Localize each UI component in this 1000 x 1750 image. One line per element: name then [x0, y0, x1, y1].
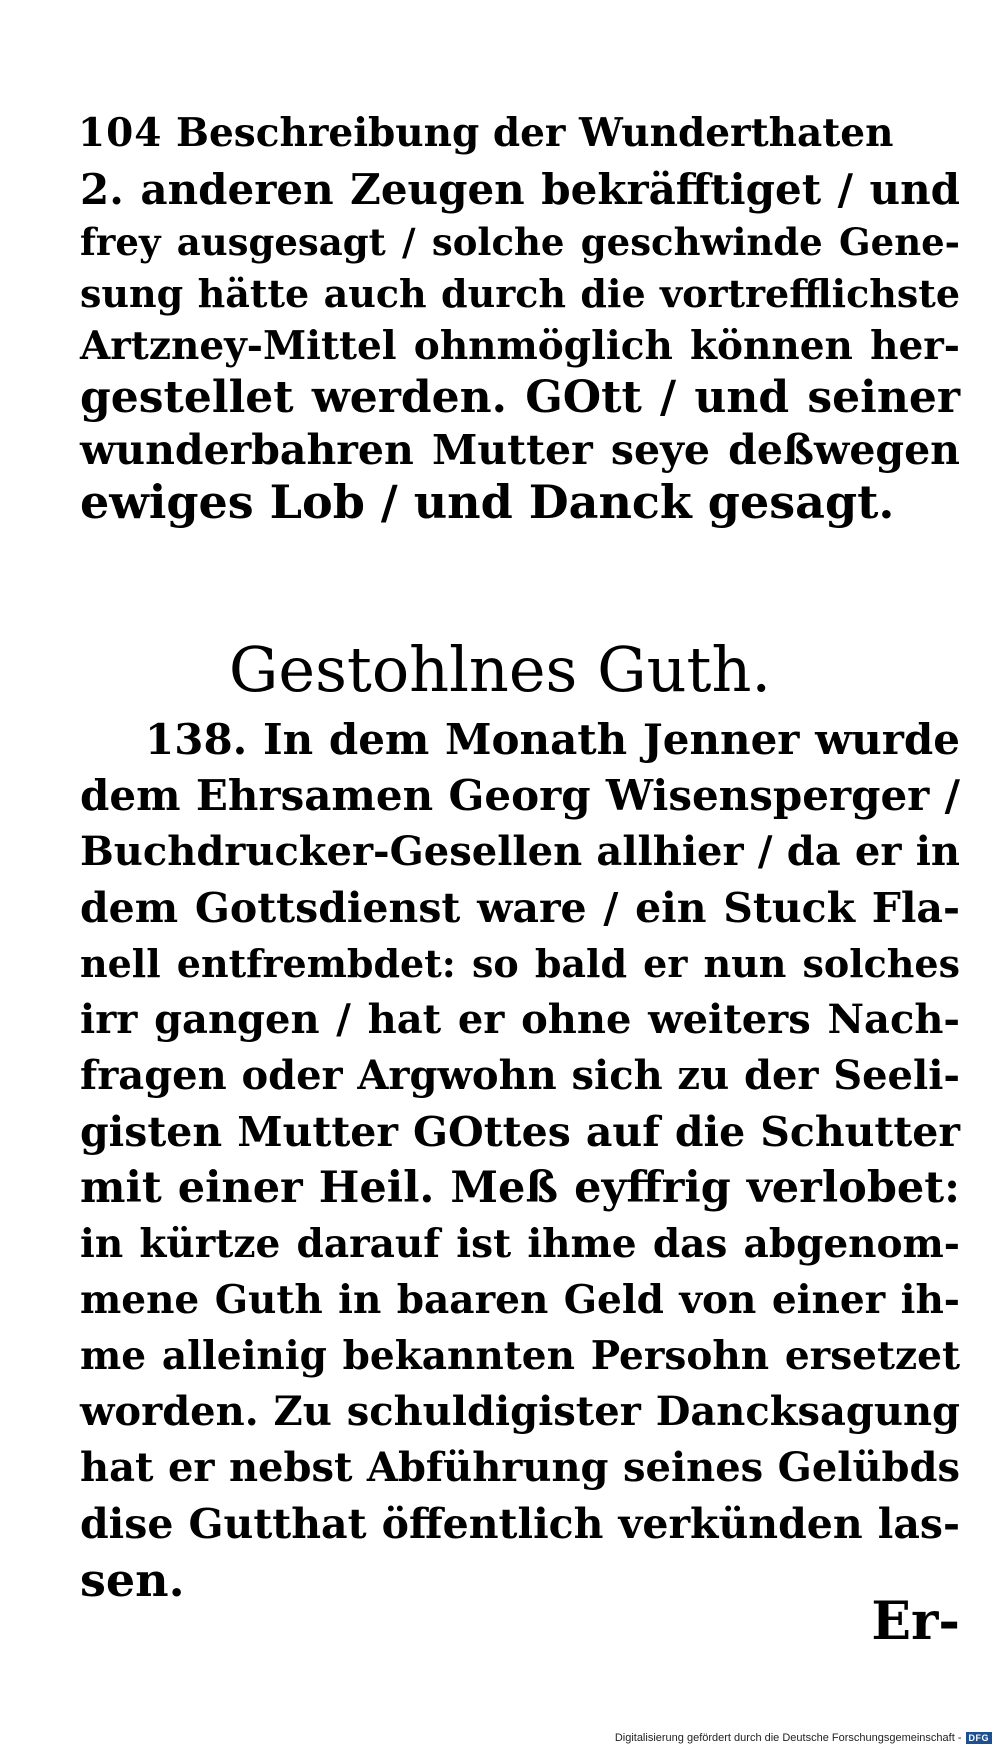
text-line: dem Ehrsamen Georg Wisensperger /: [80, 771, 960, 820]
text-line: mene Guth in baaren Geld von einer ih-: [80, 1277, 960, 1323]
text-line: 138. In dem Monath Jenner wurde: [145, 715, 960, 764]
section-heading: Gestohlnes Guth.: [228, 633, 772, 706]
text-line: irr gangen / hat er ohne weiters Nach-: [80, 996, 960, 1043]
page-number: 104: [78, 110, 163, 156]
text-line: ewiges Lob / und Danck gesagt.: [80, 475, 895, 529]
text-line: dem Gottsdienst ware / ein Stuck Fla-: [80, 884, 960, 932]
dfg-logo: DFG: [966, 1732, 993, 1744]
text-line: gestellet werden. GOtt / und seiner: [80, 372, 960, 423]
running-title: Beschreibung der Wunderthaten: [176, 110, 894, 156]
text-line: 2. anderen Zeugen bekräfftiget / und: [80, 165, 960, 214]
digitization-footer: [615, 1732, 992, 1744]
footer-text: Digitalisierung gefördert durch die Deutsche Forschungsgemeinschaft -: [614, 1732, 962, 1744]
catchword: Er-: [871, 1591, 960, 1652]
text-line: fragen oder Argwohn sich zu der Seeli-: [80, 1052, 960, 1099]
text-line: Buchdrucker-Gesellen allhier / da er in: [80, 828, 960, 875]
text-line: sung hätte auch durch die vortrefflichste: [80, 271, 960, 316]
text-line: worden. Zu schuldigister Dancksagung: [80, 1388, 960, 1435]
text-line: frey ausgesagt / solche geschwinde Gene-: [80, 220, 960, 264]
text-line: me alleinig bekannten Persohn ersetzet: [80, 1333, 960, 1379]
text-line: Artzney-Mittel ohnmöglich können her-: [80, 323, 960, 369]
text-line: dise Gutthat öffentlich verkünden las-: [80, 1500, 960, 1548]
text-line: gisten Mutter GOttes auf die Schutter: [80, 1108, 960, 1156]
text-line: sen.: [80, 1553, 185, 1607]
text-line: hat er nebst Abführung seines Gelübds: [80, 1444, 960, 1491]
text-line: nell entfrembdet: so bald er nun solches: [80, 941, 960, 986]
text-line: wunderbahren Mutter seye deßwegen: [80, 426, 960, 474]
text-line: mit einer Heil. Meß eyffrig verlobet:: [80, 1163, 960, 1213]
text-line: in kürtze darauf ist ihme das abgenom-: [80, 1221, 960, 1267]
running-header: [78, 106, 898, 160]
